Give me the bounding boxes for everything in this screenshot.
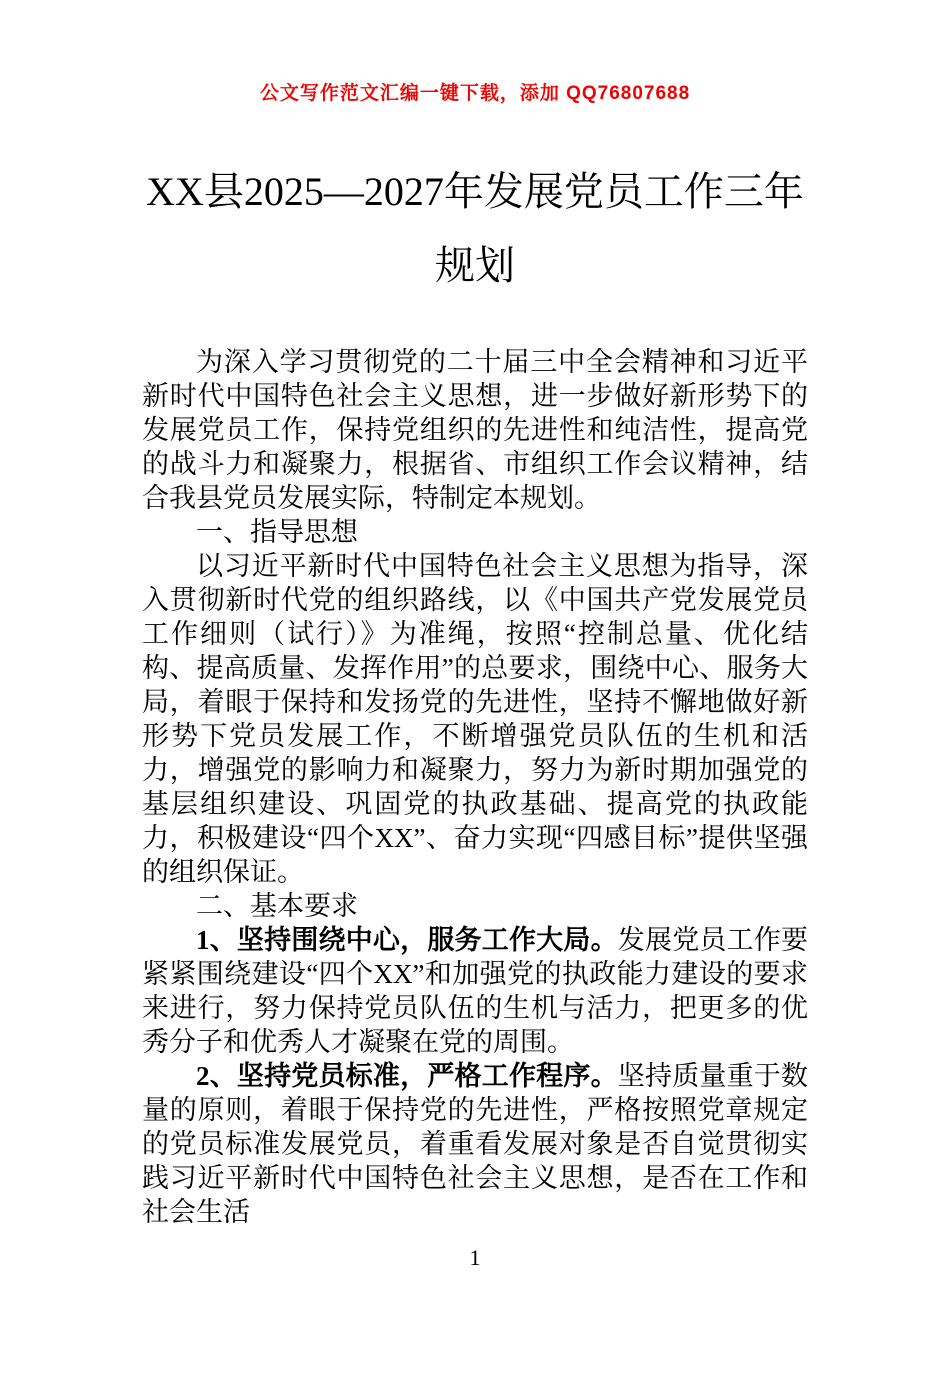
list-item-1 (142, 923, 808, 1059)
section-heading-1: 一、指导思想 (196, 517, 358, 547)
paragraph-intro: 为深入学习贯彻党的二十届三中全会精神和习近平新时代中国特色社会主义思想，进一步做好新形势下的发展党员工作，保持党组织的先进性和纯洁性，提高党的战斗力和凝聚力，根据省、市组织工作会议精神，结合我县党员发展实际，特制定本规划。 (142, 347, 808, 513)
section-heading-2: 二、基本要求 (196, 891, 358, 921)
header-notice: 公文写作范文汇编一键下载，添加 QQ76807688 (259, 83, 691, 104)
document-title: XX县2025—2027年发展党员工作三年规划 (146, 169, 804, 288)
list-item-1-text: 发展党员工作要紧紧围绕建设“四个XX”和加强党的执政能力建设的要求来进行，努力保持党员队伍的生机与活力，把更多的优秀分子和优秀人才凝聚在党的周围。 (142, 925, 809, 1057)
list-item-1-lead: 1、坚持围绕中心，服务工作大局。 (196, 925, 618, 955)
list-item-2-text: 坚持质量重于数量的原则，着眼于保持党的先进性，严格按照党章规定的党员标准发展党员，着重看发展对象是否自觉贯彻实践习近平新时代中国特色社会主义思想，是否在工作和社会生活 (142, 1061, 809, 1227)
paragraph-guiding-ideology: 以习近平新时代中国特色社会主义思想为指导，深入贯彻新时代党的组织路线，以《中国共产党发展党员工作细则（试行）》为准绳，按照“控制总量、优化结构、提高质量、发挥作用”的总要求，围绕中心、服务大局，着眼于保持和发扬党的先进性，坚持不懈地做好新形势下党员发展工作，不断增强党员队伍的生机和活力，增强党的影响力和凝聚力，努力为新时期加强党的基层组织建设、巩固党的执政基础、提高党的执政能力，积极建设“四个XX”、奋力实现“四感目标”提供坚强的组织保证。 (142, 551, 808, 887)
list-item-2-lead: 2、坚持党员标准，严格工作程序。 (196, 1061, 618, 1091)
page-number: 1 (469, 1245, 481, 1270)
list-item-2 (142, 1059, 808, 1229)
document-body (142, 345, 808, 1229)
